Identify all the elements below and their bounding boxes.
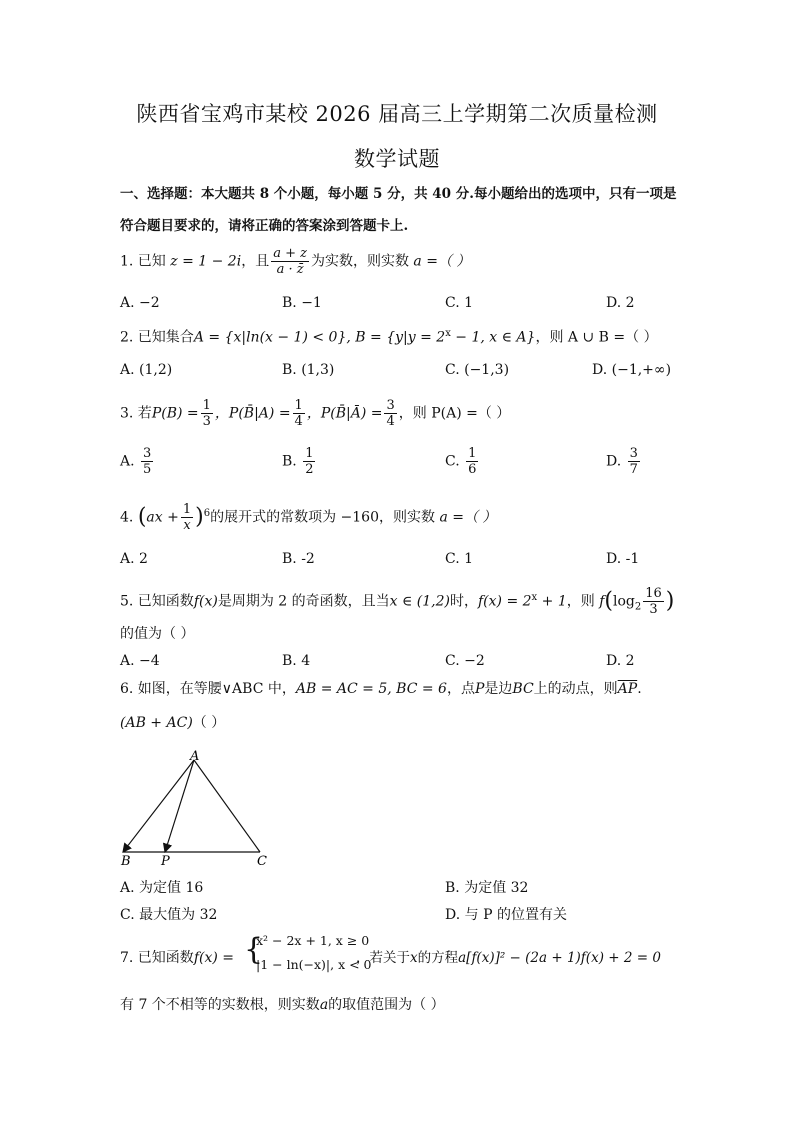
question-5: 5. 已知函数f(x)是周期为 2 的奇函数，且当x ∈ (1,2)时，$f(x) = 2^x + 1$，则 $f(\log_2$ $\frac{16}{3}$ ) bbox=[120, 586, 675, 617]
q6-option-d: D. 与 P 的位置有关 bbox=[445, 907, 567, 923]
q7-case1: x² − 2x + 1, x ≥ 0 bbox=[256, 933, 370, 948]
q5-option-c: C. −2 bbox=[445, 653, 485, 669]
q4-option-d: D. -1 bbox=[606, 551, 640, 567]
exam-title: 陕西省宝鸡市某校 2026 届高三上学期第二次质量检测 bbox=[136, 102, 658, 126]
q3-option-c: C. $\frac{1}{6}$ bbox=[445, 446, 477, 477]
q6-option-a: A. 为定值 16 bbox=[120, 880, 204, 896]
q2-option-a: A. (1,2) bbox=[120, 362, 173, 378]
q4-option-a: A. 2 bbox=[120, 551, 148, 567]
question-4: 4. (ax + $\frac{1}{x}$ )$^6$的展开式的常数项为 −160，则实数 a =（ ） bbox=[120, 502, 497, 533]
q7-line2: 有 7 个不相等的实数根，则实数a的取值范围为（ ） bbox=[120, 997, 445, 1013]
q1-option-c: C. 1 bbox=[445, 295, 474, 311]
q1-fraction: $\frac{a + z}{a \cdot z̄}$ bbox=[273, 246, 307, 277]
q3-option-a: A. $\frac{3}{5}$ bbox=[120, 446, 152, 477]
q4-option-c: C. 1 bbox=[445, 551, 474, 567]
q3-option-d: D. $\frac{3}{7}$ bbox=[606, 446, 638, 477]
q1-option-d: D. 2 bbox=[606, 295, 635, 311]
question-7-prefix: 7. 已知函数f(x) = bbox=[120, 950, 234, 966]
line-ap bbox=[165, 760, 194, 852]
label-a: A bbox=[190, 749, 200, 764]
label-b: B bbox=[121, 854, 131, 869]
q6-option-b: B. 为定值 32 bbox=[445, 880, 529, 896]
q7-brace: { bbox=[244, 932, 264, 967]
label-c: C bbox=[257, 854, 267, 869]
q6-option-c: C. 最大值为 32 bbox=[120, 907, 218, 923]
q2-option-c: C. (−1,3) bbox=[445, 362, 510, 378]
q2-option-b: B. (1,3) bbox=[282, 362, 335, 378]
question-3: 3. 若P(B) = $\frac{1}{3}$ ，P(B̄|A) = $\frac{1}{4}$ ，P(B̄|Ā) = $\frac{3}{4}$ ，则 P(A) =（ ） bbox=[120, 398, 511, 429]
q3-option-b: B. $\frac{1}{2}$ bbox=[282, 446, 314, 477]
q1-option-a: A. −2 bbox=[120, 295, 160, 311]
triangle-figure bbox=[110, 748, 290, 870]
q5-option-a: A. −4 bbox=[120, 653, 160, 669]
section-instruction-line1: 一、选择题：本大题共 8 个小题，每小题 5 分，共 40 分.每小题给出的选项中，只有一项是 bbox=[120, 186, 677, 202]
question-7-rest: ，若关于x的方程a[f(x)]² − (2a + 1)f(x) + 2 = 0 bbox=[356, 950, 661, 966]
q1-option-b: B. −1 bbox=[282, 295, 322, 311]
q5-line2: 的值为（ ） bbox=[120, 626, 195, 642]
question-2: 2. 已知集合A = {x|ln(x − 1) < 0}, $B = \{y|y = 2^x - 1$, x ∈ A}，则 A ∪ B =（ ） bbox=[120, 328, 658, 346]
label-p: P bbox=[161, 854, 170, 869]
q6-line2: (AB + AC)（ ） bbox=[120, 715, 226, 731]
question-6: 6. 如图，在等腰∨ABC 中，AB = AC = 5, BC = 6，点P是边BC上的动点，则$\overline{AP}$. bbox=[120, 681, 642, 697]
q2-option-d: D. (−1,+∞) bbox=[592, 362, 672, 378]
line-ab bbox=[123, 760, 194, 852]
section-instruction-line2: 符合题目要求的，请将正确的答案涂到答题卡上. bbox=[120, 218, 409, 234]
question-1: 1. 已知 z = 1 − 2i，且 $\frac{a + z}{a \cdot z̄}$ 为实数，则实数 a =（ ） bbox=[120, 246, 471, 277]
q4-option-b: B. -2 bbox=[282, 551, 315, 567]
q5-option-b: B. 4 bbox=[282, 653, 311, 669]
q7-case2: |1 − ln(−x)|, x < 0 bbox=[256, 957, 372, 972]
line-ac bbox=[194, 760, 260, 852]
exam-subtitle: 数学试题 bbox=[354, 147, 440, 171]
q5-option-d: D. 2 bbox=[606, 653, 635, 669]
